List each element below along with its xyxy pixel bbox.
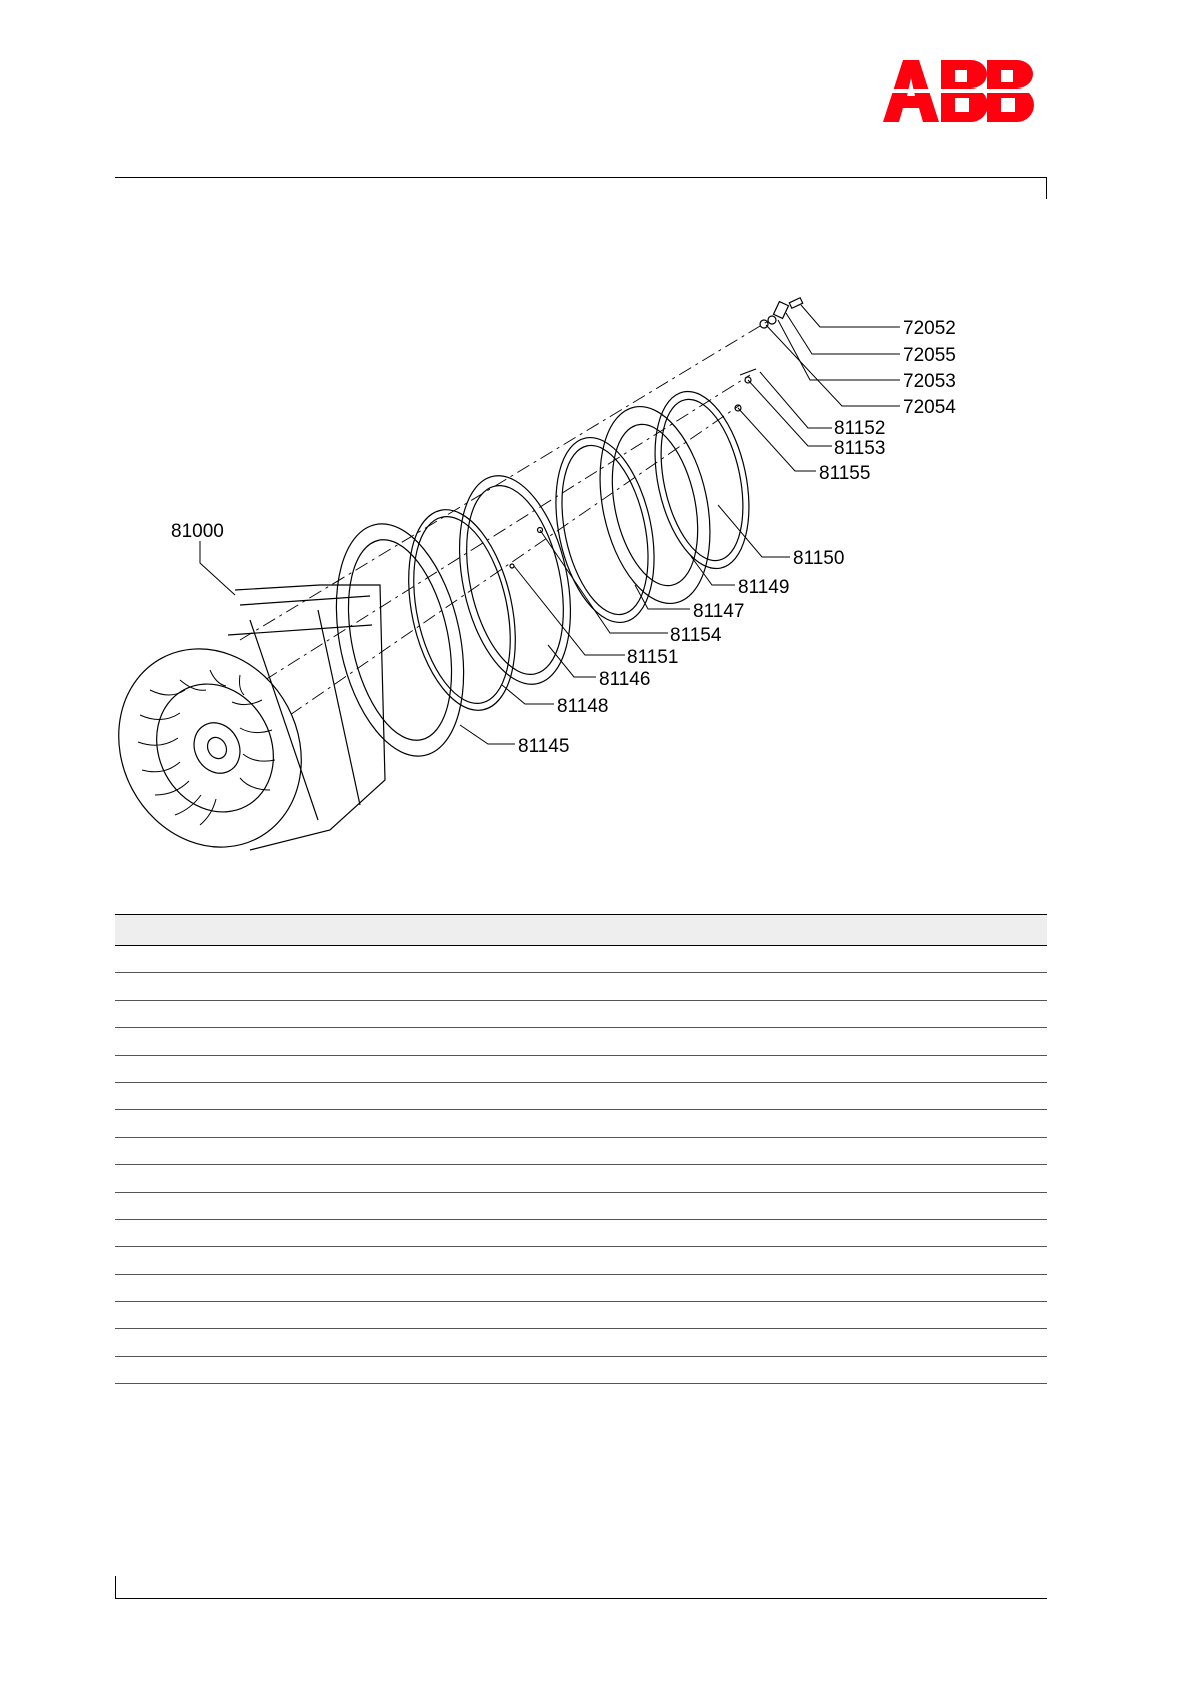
callout-81152: 81152 [834, 418, 886, 439]
callout-81148: 81148 [557, 696, 609, 717]
callout-81145: 81145 [518, 736, 570, 757]
footer-rule-tick [115, 1576, 116, 1598]
callout-81147: 81147 [693, 601, 745, 622]
table-header [115, 914, 1047, 946]
table-row [115, 1275, 1047, 1302]
callout-81150: 81150 [793, 548, 845, 569]
callout-72055: 72055 [903, 345, 956, 366]
callout-81153: 81153 [834, 438, 886, 459]
table-row [115, 1001, 1047, 1028]
parts-table [115, 914, 1047, 1384]
table-row [115, 1083, 1047, 1110]
table-row [115, 973, 1047, 1000]
ring-81145 [317, 512, 483, 768]
callout-72053: 72053 [903, 371, 956, 392]
center-axis-lines [240, 320, 770, 715]
plate-81149 [583, 396, 726, 613]
table-row [115, 1220, 1047, 1247]
table-row [115, 1110, 1047, 1137]
motor-housing [84, 585, 385, 879]
callout-81149: 81149 [738, 577, 790, 598]
table-row [115, 1165, 1047, 1192]
table-row [115, 1028, 1047, 1055]
ring-81148 [392, 500, 532, 720]
table-row [115, 946, 1047, 973]
ring-81147 [540, 428, 669, 631]
callout-72052: 72052 [903, 318, 956, 339]
callout-81151: 81151 [627, 647, 679, 668]
callout-72054: 72054 [903, 397, 956, 418]
callout-81000: 81000 [171, 521, 224, 542]
table-row [115, 1302, 1047, 1329]
table-row [115, 1329, 1047, 1356]
ring-81146 [442, 466, 588, 695]
callout-81154: 81154 [670, 625, 722, 646]
table-row [115, 1357, 1047, 1384]
table-row [115, 1193, 1047, 1220]
table-row [115, 1138, 1047, 1165]
table-row [115, 1247, 1047, 1274]
table-row [115, 1056, 1047, 1083]
callout-81155: 81155 [819, 463, 871, 484]
callout-81146: 81146 [599, 669, 651, 690]
leader-lines [200, 305, 900, 744]
footer-rule [115, 1598, 1047, 1599]
